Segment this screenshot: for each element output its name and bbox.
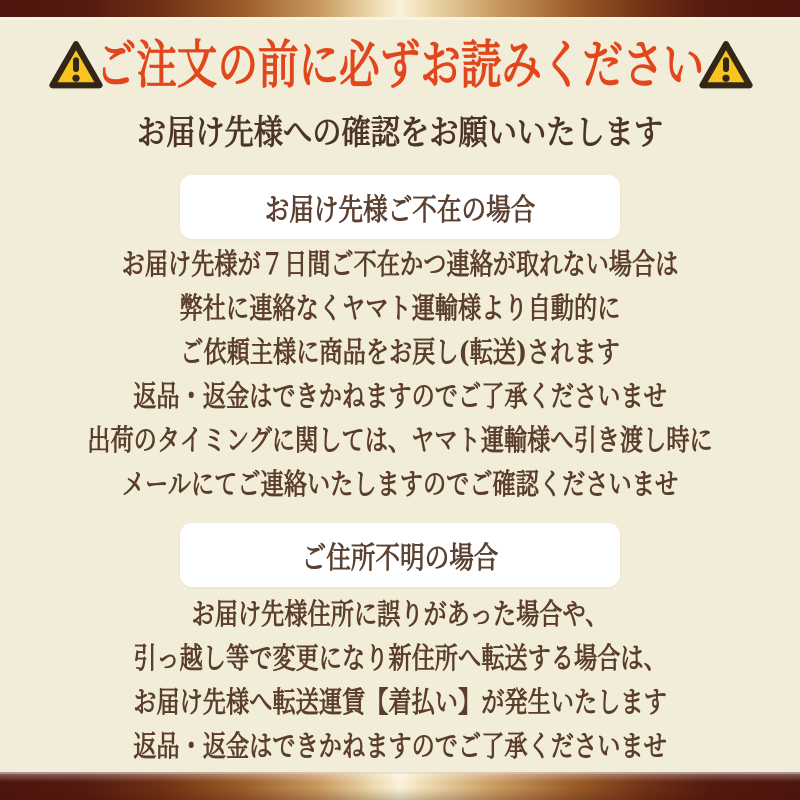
title-row bbox=[0, 37, 800, 95]
page-subtitle: お届け先様への確認をお願いいたします bbox=[136, 113, 664, 153]
top-decorative-bar bbox=[0, 0, 800, 20]
bottom-decorative-bar bbox=[0, 772, 800, 800]
section-heading-unknown-address: ご住所不明の場合 bbox=[301, 541, 499, 576]
section-heading-box-absence bbox=[180, 175, 620, 239]
body-line: 弊社に連絡なくヤマト運輸様より自動的に bbox=[179, 291, 621, 325]
body-line: 返品・返金はできかねますのでご了承くださいませ bbox=[133, 729, 667, 763]
body-line: お届け先様が７日間ご不在かつ連絡が取れない場合は bbox=[121, 247, 679, 281]
body-line: お届け先様住所に誤りがあった場合や、 bbox=[191, 597, 609, 631]
section-body-absence bbox=[0, 242, 800, 506]
body-line: 引っ越し等で変更になり新住所へ転送する場合は、 bbox=[133, 641, 667, 675]
body-line: メールにてご連絡いたしますのでご確認くださいませ bbox=[121, 467, 679, 501]
body-line: 返品・返金はできかねますのでご了承くださいませ bbox=[133, 379, 667, 413]
section-heading-absence: お届け先様ご不在の場合 bbox=[264, 193, 536, 228]
section-heading-box-unknown-address bbox=[180, 523, 620, 587]
body-line: 出荷のタイミングに関しては、ヤマト運輸様へ引き渡し時に bbox=[87, 423, 713, 457]
page-title: ご注文の前に必ずお読みください bbox=[95, 35, 705, 96]
section-body-unknown-address bbox=[0, 592, 800, 768]
body-line: ご依頼主様に商品をお戻し(転送)されます bbox=[180, 335, 620, 369]
body-line: お届け先様へ転送運賃【着払い】が発生いたします bbox=[133, 685, 667, 719]
warning-triangle-icon bbox=[698, 38, 754, 94]
